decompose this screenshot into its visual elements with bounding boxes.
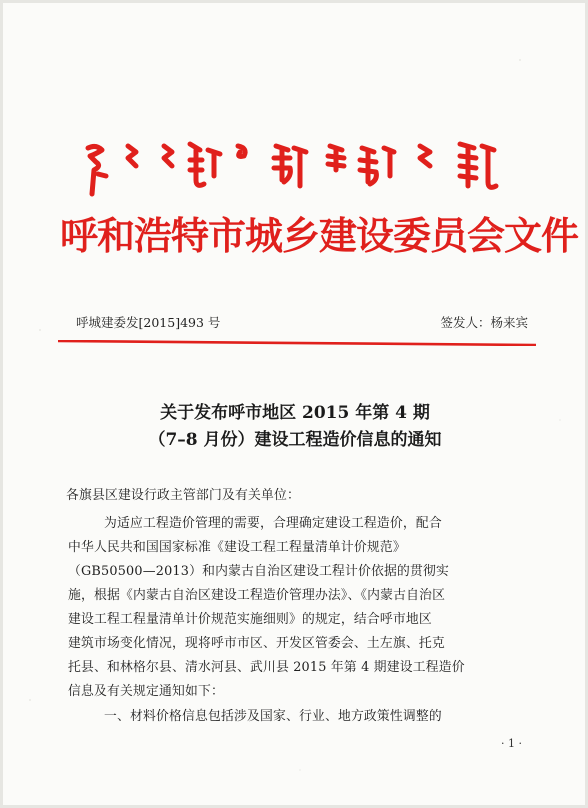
body-line: 一、材料价格信息包括涉及国家、行业、地方政策性调整的 <box>104 709 442 724</box>
document-number: 呼城建委发[2015]493 号 <box>76 315 221 330</box>
mongolian-script-heading <box>80 136 510 202</box>
notice-title-line-2: （7–8 月份）建设工程造价信息的通知 <box>148 430 442 450</box>
body-line: 托县、和林格尔县、清水河县、武川县 2015 年第 4 期建设工程造价 <box>68 660 465 675</box>
body-line: 施，根据《内蒙古自治区建设工程造价管理办法》、《内蒙古自治区 <box>68 588 446 603</box>
body-line: 信息及有关规定通知如下： <box>68 684 224 699</box>
notice-title-line-1: 关于发布呼市地区 2015 年第 4 期 <box>160 403 430 423</box>
red-divider-rule <box>58 340 536 346</box>
issuing-authority-title: 呼和浩特市城乡建设委员会文件 <box>60 214 579 258</box>
body-line: 为适应工程造价管理的需要，合理确定建设工程造价，配合 <box>104 516 442 531</box>
body-line: 建设工程工程量清单计价规范实施细则》的规定，结合呼市地区 <box>68 612 432 627</box>
body-line: 中华人民共和国国家标准《建设工程工程量清单计价规范》 <box>68 540 406 555</box>
body-line: （GB50500—2013）和内蒙古自治区建设工程计价依据的贯彻实 <box>68 564 450 579</box>
body-line: 建筑市场变化情况，现将呼市市区、开发区管委会、土左旗、托克 <box>68 636 445 651</box>
issuer-signature: 签发人：杨来宾 <box>440 315 528 330</box>
addressee-line: 各旗县区建设行政主管部门及有关单位： <box>66 488 300 503</box>
page-number: · 1 · <box>501 737 522 750</box>
